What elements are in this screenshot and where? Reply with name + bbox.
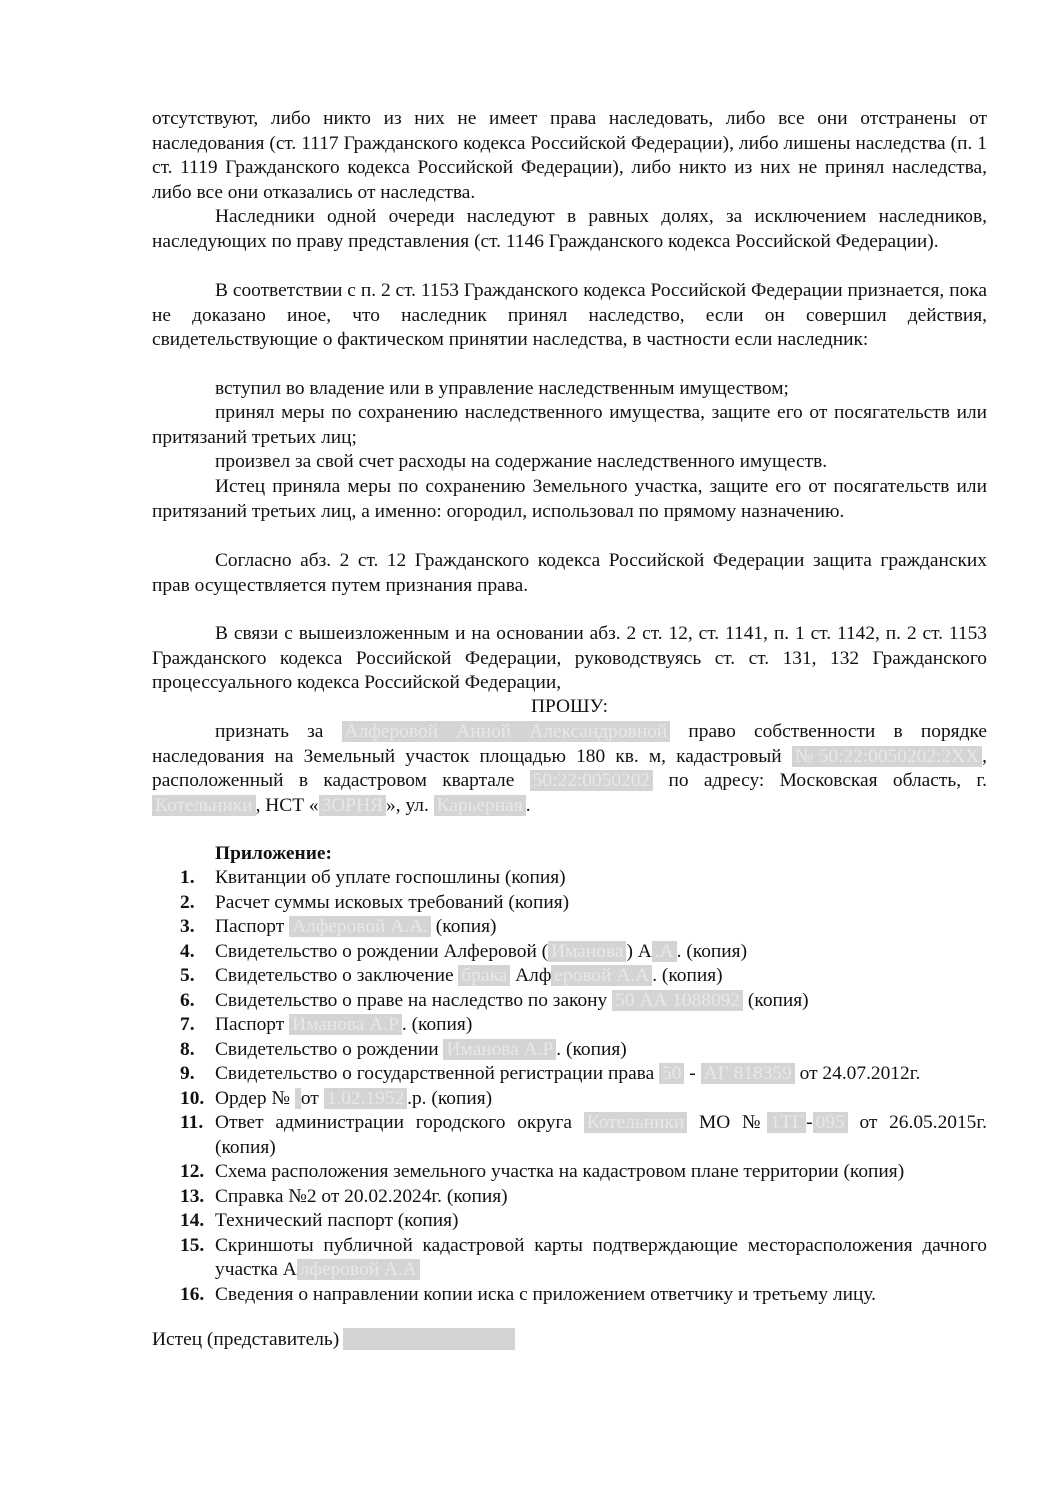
appendix-item [152,1111,987,1160]
appendix-item [152,1038,987,1063]
paragraph-acceptance: В соответствии с п. 2 ст. 1153 Гражданского кодекса Российской Федерации признается, пока не доказано иное, что наследник принял наследство, если он совершил действия, свидетельствующие о фактическом принятии наследства, в частности если наследник: [152,280,987,350]
redacted-field: 095 [813,1112,848,1133]
appendix-item-text: Паспорт [215,916,290,937]
redacted-field: Алферовой А.А. [289,916,431,937]
redacted-field: 50 АА 1088092 [612,990,743,1011]
paragraph-plaintiff-measures: Истец приняла меры по сохранению Земельного участка, защите его от посягательств или притязаний третьих лиц, а именно: огородил, использовал по прямому назначению. [152,476,987,522]
appendix-item-text: Ответ администрации городского округа [215,1112,584,1133]
redacted-field: АГ 818359 [701,1063,795,1084]
appendix-item-number: 3. [180,916,195,937]
appendix-item-text: Свидетельство о государственной регистрации права [215,1063,660,1084]
appendix-item-text: Паспорт [215,1014,290,1035]
redacted-field: 50 [659,1063,684,1084]
appendix-item-text: Свидетельство о рождении Алферовой ( [215,940,549,962]
redacted-field: Иманова А.Р [289,1014,402,1035]
appendix-item [152,1013,987,1038]
appendix-item-number: 12. [180,1161,205,1182]
redacted-field: .А [652,941,677,962]
redacted-field: Иманова [548,941,626,962]
appendix-item-text: . (копия) [652,965,723,986]
appendix-item-text: от 26.05.2015г. (копия) [215,1112,987,1158]
appendix-item-text: (копия) [430,916,497,937]
appendix-item-text: Квитанции об уплате госпошлины (копия) [215,867,566,888]
appendix-item-number: 14. [180,1210,205,1231]
appendix-item-number: 9. [180,1063,195,1084]
appendix-item-number: 4. [180,940,195,962]
redacted-field: 1.02.1952 [324,1088,408,1109]
appendix-item-text: . (копия) [556,1038,627,1060]
redacted-partnership: ЗОРНЯ [319,795,386,816]
paragraph-inheritance-absent: отсутствуют, либо никто из них не имеет права наследовать, либо все они отстранены от наследования (ст. 1117 Гражданского кодекса Российской Федерации), либо лишены наследства (п. 1 ст. 1119 Гражданского кодекса Российской Федерации), либо никто из них не принял наследства, либо все они отказались от наследства. [152,108,987,203]
appendix-item-text: от 24.07.2012г. [794,1063,921,1084]
appendix-item-text: . (копия) [676,940,748,962]
redacted-field: лферовой А.А [297,1259,420,1280]
appendix-item-number: 5. [180,965,195,986]
appendix-item-text: Ордер № [215,1087,295,1109]
signature-label: Истец (представитель) [152,1329,340,1350]
request-paragraph: признать за Алферовой Анной Александровной право собственности в порядке наследования на Земельный участок площадью 180 кв. м, кадастровый №50:22:0050202:2XX , расположенный в кадастровом квартале 50:22:0050202 по адресу: Московская область, г. Котельники , НСТ « ЗОРНЯ », ул. Карьерная . [152,721,987,816]
appendix-item-text: Расчет суммы исковых требований (копия) [215,891,570,913]
appendix-item-text: . (копия) [401,1014,473,1035]
paragraph-equal-shares: Наследники одной очереди наследуют в равных долях, за исключением наследников, наследующих по праву представления (ст. 1146 Гражданского кодекса Российской Федерации). [152,206,987,252]
appendix-item-text: Свидетельство о заключение [215,965,459,986]
redacted-plaintiff-name: Алферовой Анной Александровной [342,721,671,742]
redacted-field: еровой А.А [551,965,652,986]
redacted-field: Иманова А.Р [443,1039,556,1060]
appendix-item [152,1185,987,1210]
appendix-item-text: Свидетельство о рождении [215,1038,444,1060]
redacted-cadastral-quarter: 50:22:0050202 [530,770,653,791]
appendix-item [152,891,987,916]
appendix-item [152,940,987,965]
appendix-item-number: 10. [180,1087,205,1109]
paragraph-grounds: В связи с вышеизложенным и на основании абз. 2 ст. 12, ст. 1141, п. 1 ст. 1142, п. 2 ст. 1153 Гражданского кодекса Российской Федерации, руководствуясь ст. ст. 131, 132 Гражданского процессуального кодекса Российской Федерации, [152,623,987,693]
appendix-item-number: 1. [180,867,195,888]
appendix-item [152,1160,987,1185]
appendix-item-text: .р. (копия) [407,1087,493,1109]
appendix-item-number: 8. [180,1038,195,1060]
appendix-item-text: МО № [687,1112,768,1133]
appendix-item-text: Справка №2 от 20.02.2024г. (копия) [215,1185,508,1207]
appendix-item [152,915,987,940]
redacted-field: 1ТГ [767,1112,806,1133]
appendix-item [152,1283,987,1308]
paragraph-expenses: произвел за свой счет расходы на содержание наследственного имуществ. [215,451,828,472]
redacted-signature [343,1328,515,1350]
appendix-list [152,866,987,1307]
appendix-item-text: - [684,1063,701,1084]
appendix-item-text: Сведения о направлении копии иска с приложением ответчику и третьему лицу. [215,1283,876,1305]
appendix-item [152,1087,987,1112]
appendix-item-text: (копия) [743,989,809,1011]
appendix-item-text: Технический паспорт (копия) [215,1210,459,1231]
appendix-item-text: от [300,1087,324,1109]
appendix-title: Приложение: [215,843,332,864]
appendix-item-number: 2. [180,891,195,913]
paragraph-possession: вступил во владение или в управление наследственным имуществом; [215,378,789,399]
appendix-item-text: - [806,1112,813,1133]
paragraph-measures: принял меры по сохранению наследственного имущества, защите его от посягательств или притязаний третьих лиц; [152,402,987,448]
redacted-street: Карьерная [434,795,526,816]
appendix-item-text: ) А [626,940,652,962]
redacted-field: брака [458,965,510,986]
request-title: ПРОШУ: [531,696,608,717]
appendix-item [152,964,987,989]
appendix-item [152,866,987,891]
paragraph-protection: Согласно абз. 2 ст. 12 Гражданского кодекса Российской Федерации защита гражданских прав осуществляется путем признания права. [152,550,987,596]
appendix-item [152,1209,987,1234]
appendix-item-text: Алф [510,965,552,986]
appendix-item-text: Скриншоты публичной кадастровой карты подтверждающие месторасположения дачного участка А [215,1234,987,1280]
signature-line [152,1328,515,1353]
redacted-city: Котельники [152,795,256,816]
appendix-item-number: 15. [180,1234,205,1256]
appendix-item-number: 6. [180,989,195,1011]
appendix-item-number: 7. [180,1014,195,1035]
appendix-item [152,1062,987,1087]
appendix-item-number: 11. [180,1112,204,1133]
redacted-field: Котельники [584,1112,688,1133]
redacted-cadastral-number: №50:22:0050202:2XX [792,746,982,767]
appendix-item [152,989,987,1014]
appendix-item-number: 13. [180,1185,205,1207]
appendix-item-number: 16. [180,1283,205,1305]
appendix-item-text: Свидетельство о праве на наследство по закону [215,989,613,1011]
appendix-item-text: Схема расположения земельного участка на кадастровом плане территории (копия) [215,1161,905,1182]
appendix-item [152,1234,987,1283]
